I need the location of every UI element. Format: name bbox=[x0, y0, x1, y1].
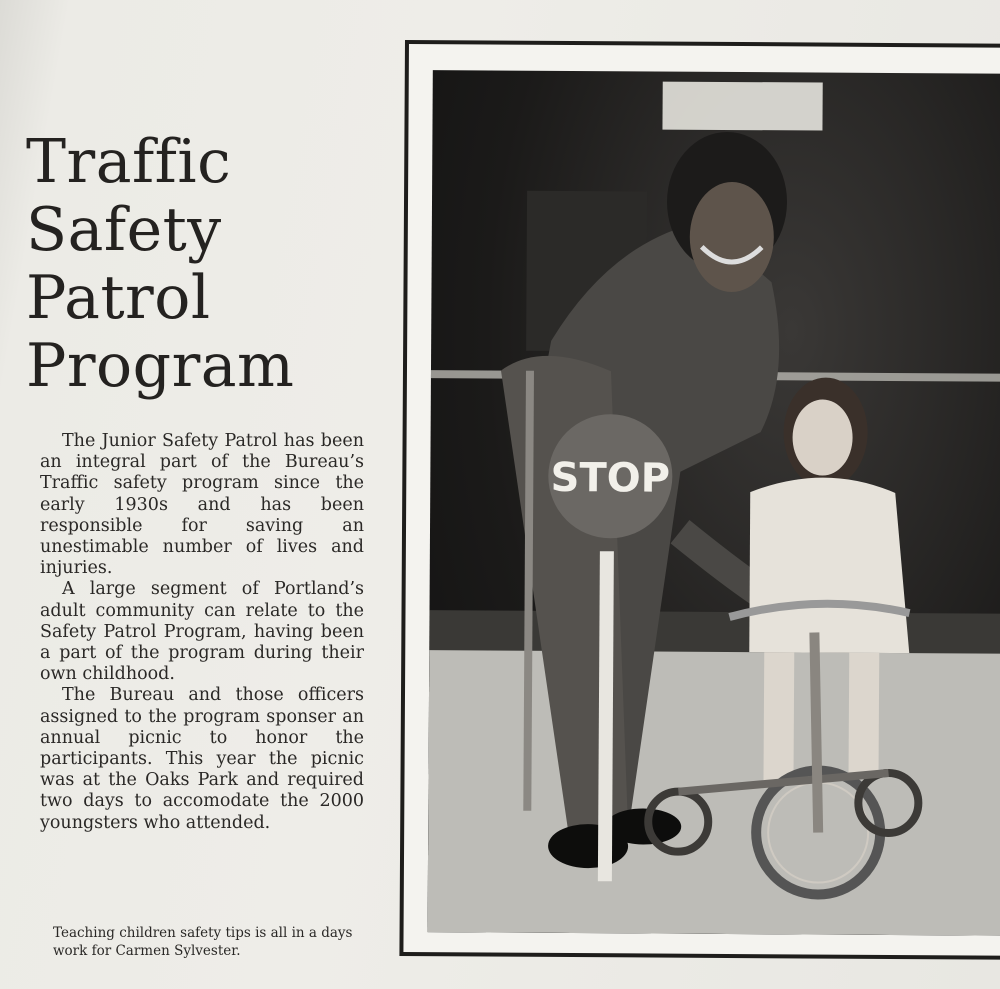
title-line: Patrol bbox=[26, 263, 211, 333]
photo-caption: Teaching children safety tips is all in a days work for Carmen Sylvester. bbox=[53, 925, 353, 959]
stop-sign-text: STOP bbox=[550, 454, 671, 502]
article-paragraph: The Bureau and those officers assigned to the program sponser an annual picnic to honor the participants. This year the picnic was at the Oaks Park and required two days to accomodate the 2000 youngsters who attended. bbox=[40, 685, 364, 833]
photo-frame bbox=[399, 40, 1000, 960]
article-title bbox=[26, 128, 396, 400]
article-photo bbox=[428, 70, 1000, 936]
article-body bbox=[40, 431, 364, 834]
title-line: Traffic bbox=[26, 127, 232, 197]
title-line: Safety bbox=[26, 195, 222, 265]
article-paragraph: A large segment of Portland’s adult community can relate to the Safety Patrol Program, having been a part of the program during their own childhood. bbox=[40, 579, 364, 685]
ceiling-light bbox=[662, 82, 822, 131]
title-line: Program bbox=[26, 331, 295, 401]
photo-illustration bbox=[428, 70, 1000, 936]
article-paragraph: The Junior Safety Patrol has been an integral part of the Bureau’s Traffic safety program since the early 1930s and has been responsible for saving an unestimable number of lives and injuries. bbox=[40, 431, 364, 579]
